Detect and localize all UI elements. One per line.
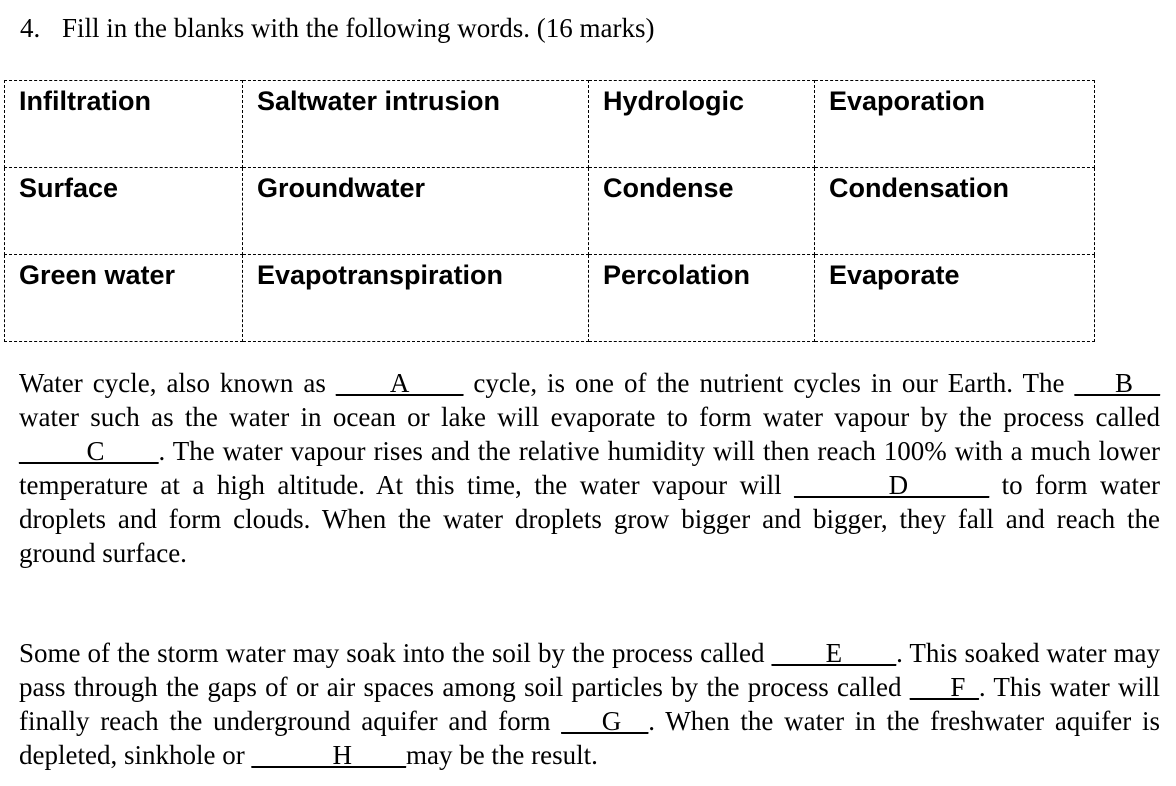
blank-e: ____E____: [771, 638, 897, 668]
word-bank-cell: Evapotranspiration: [243, 255, 589, 342]
word-bank-cell: Condensation: [815, 168, 1095, 255]
paragraph-text: water such as the water in ocean or lake will evaporate to form water vapour by the process called: [19, 402, 1160, 432]
word-bank-cell: Condense: [589, 168, 815, 255]
word-bank-cell: Percolation: [589, 255, 815, 342]
word-bank-cell: Hydrologic: [589, 81, 815, 168]
question-number: 4.: [20, 13, 41, 43]
word-bank-cell: Surface: [5, 168, 243, 255]
word-bank-cell: Saltwater intrusion: [243, 81, 589, 168]
blank-g: ___G__: [561, 706, 649, 736]
paragraph-text: Water cycle, also known as: [19, 368, 336, 398]
question-text: Fill in the blanks with the following words. (16 marks): [62, 13, 655, 43]
blank-d: _______D______: [794, 470, 990, 500]
paragraph-text: . This water will finally reach the underground aquifer and form: [19, 672, 1160, 736]
word-bank-row: [5, 168, 1095, 255]
blank-c: _____C____: [19, 436, 159, 466]
paragraph-text: to form water droplets and form clouds. When the water droplets grow bigger and bigger, they fall and reach the ground surface.: [19, 470, 1160, 568]
blank-f: ___F_: [909, 672, 979, 702]
paragraph-text: . When the water in the freshwater aquifer is depleted, sinkhole or: [19, 706, 1160, 770]
blank-b: ___B__: [1074, 368, 1160, 398]
paragraph-water-cycle: [19, 366, 1160, 570]
paragraph-text: . The water vapour rises and the relative humidity will then reach 100% with a much lower temperature at a high altitude. At this time, the water vapour will: [19, 436, 1160, 500]
paragraph-text: . This soaked water may pass through the gaps of or air spaces among soil particles by the process called: [19, 638, 1160, 702]
word-bank-cell: Groundwater: [243, 168, 589, 255]
paragraph-text: cycle, is one of the nutrient cycles in our Earth. The: [463, 368, 1075, 398]
word-bank-cell: Evaporate: [815, 255, 1095, 342]
paragraph-text: may be the result.: [405, 740, 598, 770]
word-bank-cell: Infiltration: [5, 81, 243, 168]
blank-h: ______H____: [251, 740, 406, 770]
word-bank-row: [5, 255, 1095, 342]
word-bank-row: [5, 81, 1095, 168]
paragraph-groundwater: [19, 636, 1160, 772]
word-bank-table: [4, 80, 1095, 342]
word-bank-cell: Green water: [5, 255, 243, 342]
blank-a: ____A____: [335, 368, 464, 398]
paragraph-text: Some of the storm water may soak into the soil by the process called: [19, 638, 772, 668]
word-bank-cell: Evaporation: [815, 81, 1095, 168]
question-heading: [20, 8, 654, 48]
